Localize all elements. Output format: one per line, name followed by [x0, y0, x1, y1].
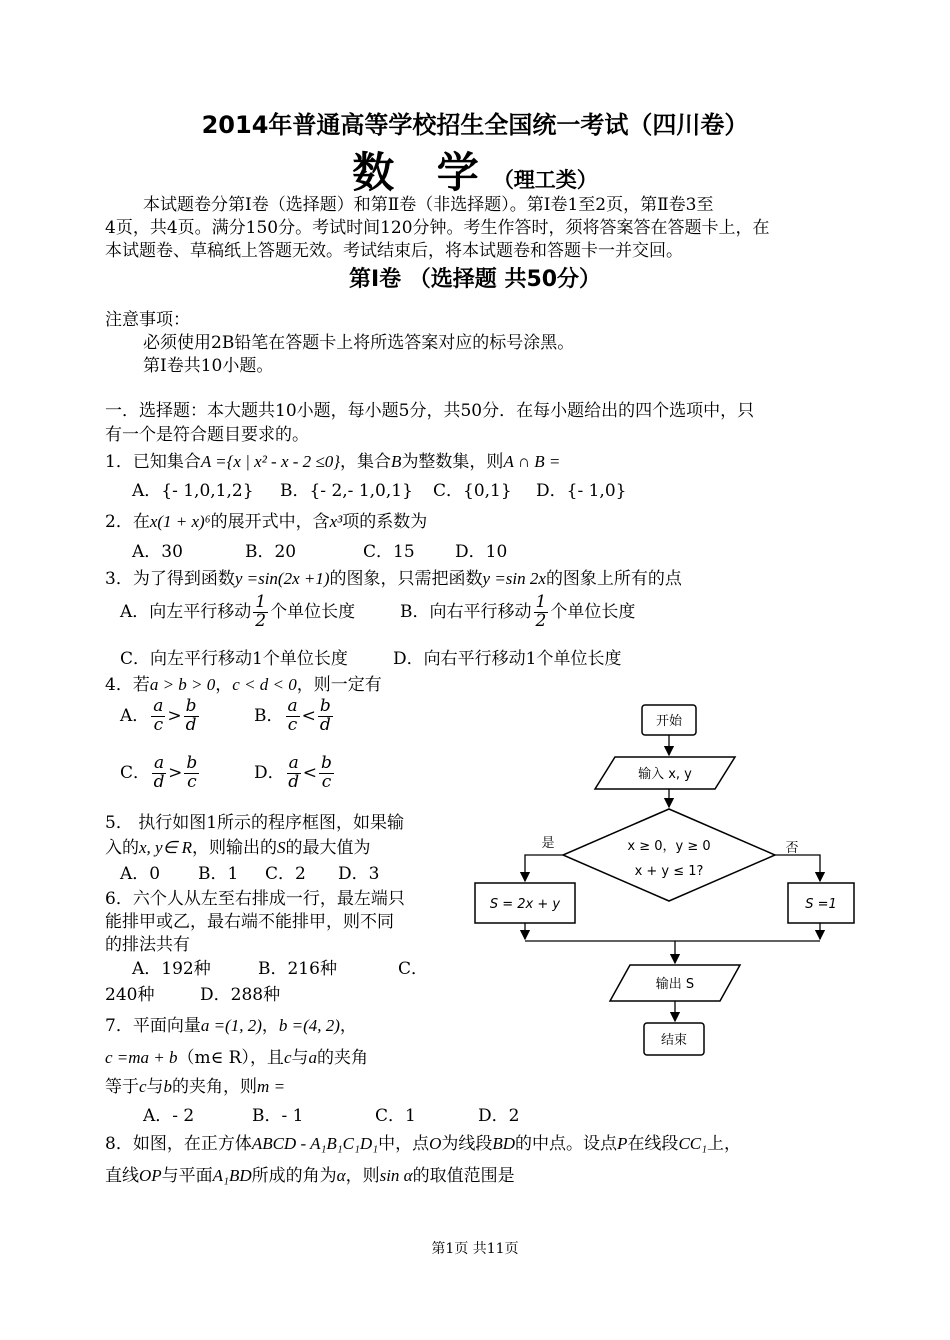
- q7-text-d: （m∈ R）: [177, 1048, 250, 1068]
- q1-option-d: D．{- 1,0}: [536, 481, 627, 501]
- q4-option-c-label: C．: [120, 762, 151, 783]
- q6-line-1: 6．六个人从左至右排成一行，最左端只: [105, 889, 405, 909]
- q2-math-b: x³: [329, 512, 343, 531]
- fraction-b-over-d: [318, 698, 333, 735]
- q4-text-b: ，: [215, 675, 233, 695]
- flowchart-decision-box: [563, 809, 775, 901]
- q8-math-d: P: [617, 1134, 628, 1153]
- q8-math-g: A₁BD: [212, 1166, 252, 1185]
- q5-option-d: D．3: [338, 864, 380, 884]
- intro-line-3: 本试题卷、草稿纸上答题无效。考试结束后，将本试题卷和答题卡一并交回。: [105, 241, 683, 261]
- q7-text-e: ，且: [249, 1048, 284, 1068]
- page-footer: 第1页 共11页: [431, 1241, 519, 1257]
- q2-text-b: 的展开式中，含: [210, 512, 330, 532]
- q6-option-c-value: 240种: [105, 985, 155, 1005]
- q8-text-k: 的取值范围是: [412, 1166, 515, 1186]
- q6-option-d: D．288种: [200, 985, 281, 1005]
- notes-item-1: 必须使用2B铅笔在答题卡上将所选答案对应的标号涂黑。: [143, 333, 575, 353]
- q7-option-b: B．- 1: [252, 1106, 304, 1126]
- q3-option-a: [120, 594, 355, 631]
- q4-sign: >: [168, 762, 183, 783]
- fraction-denominator: c: [321, 771, 332, 792]
- q8-line-1: [105, 1129, 741, 1154]
- flowchart-condition-2: x + y ≤ 1?: [634, 864, 704, 879]
- q8-text-i: 所成的角为: [251, 1166, 337, 1186]
- q5-line-2: [105, 833, 371, 858]
- fraction-a-over-d: [287, 755, 301, 792]
- intro-line-1: 本试题卷分第Ⅰ卷（选择题）和第Ⅱ卷（非选择题）。第Ⅰ卷1至2页，第Ⅱ卷3至: [143, 195, 714, 215]
- q8-math-c: BD: [492, 1134, 516, 1153]
- fraction-numerator: b: [185, 696, 197, 716]
- q2-option-d: D．10: [455, 542, 508, 562]
- q7-line-3: [105, 1072, 285, 1097]
- fraction-denominator: c: [187, 771, 197, 792]
- q4-math-b: c < d < 0: [232, 675, 297, 694]
- fraction-denominator: d: [153, 771, 165, 792]
- q8-math-h: α: [336, 1166, 346, 1185]
- q2-option-c: C．15: [363, 542, 415, 562]
- q7-math-g: b: [163, 1077, 173, 1096]
- fraction-numerator: a: [153, 696, 164, 716]
- q4-text-a: 4．若: [105, 675, 150, 695]
- q3-option-b-unit: 个单位长度: [550, 601, 636, 622]
- fraction-denominator: d: [288, 771, 300, 792]
- notes-item-2: 第Ⅰ卷共10小题。: [143, 356, 274, 376]
- q4-option-a: [120, 698, 201, 735]
- fraction-numerator: a: [154, 753, 165, 773]
- q7-text-b: ，: [261, 1016, 279, 1036]
- q5-text-b: ，则输出的: [192, 838, 278, 858]
- q8-text-f: 上，: [707, 1134, 742, 1154]
- q7-math-h: m =: [257, 1077, 286, 1096]
- q5-math-b: S: [277, 838, 286, 857]
- q7-text-f: 与: [291, 1048, 309, 1068]
- q4-option-d-label: D．: [254, 762, 285, 783]
- q1-math-a: A ={x | x² - x - 2 ≤0}: [200, 452, 341, 471]
- q5-math-a: x, y∈ R: [139, 838, 193, 857]
- fraction-denominator: c: [287, 714, 298, 735]
- q1-option-c: C．{0,1}: [433, 481, 512, 501]
- q5-line-1: 5． 执行如图1所示的程序框图，如果输: [105, 813, 405, 833]
- q5-text-c: 的最大值为: [285, 838, 371, 858]
- q6-option-a: A．192种: [132, 959, 211, 979]
- q7-text-a: 7．平面向量: [105, 1016, 201, 1036]
- fraction-a-over-c: [151, 698, 165, 735]
- q1-math-c: A ∩ B =: [503, 452, 561, 471]
- q4-option-b: [254, 698, 335, 735]
- q7-text-g: 的夹角: [316, 1048, 368, 1068]
- q1-text-c: 为整数集，则: [401, 452, 504, 472]
- q8-text-d: 的中点。设点: [515, 1134, 618, 1154]
- q4-sign: <: [302, 762, 318, 783]
- fraction-denominator: c: [153, 714, 164, 735]
- q4-text-c: ，则一定有: [296, 675, 382, 695]
- q7-text-i: 与: [146, 1077, 164, 1097]
- q2-option-a: A．30: [132, 542, 183, 562]
- q4-option-c: [120, 755, 201, 792]
- q8-text-h: 与平面: [161, 1166, 213, 1186]
- q7-math-a: a =(1, 2): [200, 1016, 262, 1035]
- fraction-b-over-c: [319, 755, 334, 792]
- q7-math-e: a: [308, 1048, 317, 1067]
- q1-text-b: ，集合: [340, 452, 392, 472]
- flowchart: [460, 695, 870, 1070]
- fraction-numerator: b: [319, 696, 331, 716]
- q7-line-1: [105, 1011, 357, 1036]
- q1-text-a: 1．已知集合: [105, 452, 201, 472]
- flowchart-condition-1: x ≥ 0，y ≥ 0: [627, 839, 711, 854]
- q8-math-b: O: [429, 1134, 442, 1153]
- q2-stem: [105, 507, 427, 532]
- section-title: 第Ⅰ卷 （选择题 共50分）: [348, 267, 602, 292]
- q8-math-a: ABCD - A₁B₁C₁D₁: [251, 1134, 379, 1153]
- fraction-denominator: 2: [535, 610, 547, 631]
- q1-math-b: B: [391, 452, 402, 471]
- q3-option-b: [400, 594, 635, 631]
- q3-math-b: y =sin 2x: [482, 569, 546, 588]
- q8-text-e: 在线段: [627, 1134, 679, 1154]
- q3-option-b-fraction: [534, 594, 549, 631]
- q3-stem: [105, 564, 682, 589]
- flowchart-end: 结束: [660, 1033, 688, 1048]
- q3-option-c: C．向左平行移动1个单位长度: [120, 649, 348, 669]
- q3-text-c: 的图象上所有的点: [545, 569, 682, 589]
- q8-math-f: OP: [139, 1166, 162, 1185]
- part-one-line-1: 一．选择题：本大题共10小题，每小题5分，共50分．在每小题给出的四个选项中，只: [105, 401, 755, 421]
- fraction-denominator: d: [185, 714, 197, 735]
- q4-stem: [105, 670, 382, 695]
- fraction-numerator: 1: [535, 592, 547, 612]
- q7-math-c: c =ma + b: [105, 1048, 178, 1067]
- fraction-numerator: b: [321, 753, 332, 773]
- q8-text-j: ，则: [345, 1166, 380, 1186]
- fraction-numerator: a: [288, 753, 299, 773]
- q5-option-c: C．2: [265, 864, 306, 884]
- q7-math-d: c: [283, 1048, 292, 1067]
- fraction-b-over-c: [184, 755, 199, 792]
- q7-option-d: D．2: [478, 1106, 520, 1126]
- q6-line-2: 能排甲或乙，最右端不能排甲，则不同: [105, 912, 394, 932]
- q3-option-b-text: B．向右平行移动: [400, 601, 532, 622]
- q8-text-a: 8．如图，在正方体: [105, 1134, 252, 1154]
- q6-line-3: 的排法共有: [105, 935, 190, 955]
- q7-math-f: c: [139, 1077, 147, 1096]
- q3-option-a-unit: 个单位长度: [270, 601, 356, 622]
- q3-option-a-text: A．向左平行移动: [120, 601, 252, 622]
- q8-text-c: 为线段: [441, 1134, 493, 1154]
- q1-stem: [105, 447, 560, 472]
- q8-math-i: sin α: [379, 1166, 413, 1185]
- q3-math-a: y =sin(2x +1): [234, 569, 330, 588]
- q4-sign: >: [167, 705, 182, 726]
- q4-option-d: [254, 755, 336, 792]
- fraction-a-over-c: [286, 698, 300, 735]
- q7-option-a: A．- 2: [143, 1106, 195, 1126]
- q3-option-a-fraction: [253, 594, 268, 631]
- flowchart-output: 输出 S: [655, 977, 695, 992]
- flowchart-start: 开始: [655, 714, 683, 729]
- q3-option-d: D．向右平行移动1个单位长度: [393, 649, 622, 669]
- exam-title: 2014年普通高等学校招生全国统一考试（四川卷）: [201, 111, 749, 139]
- q7-line-2: [105, 1043, 368, 1068]
- flowchart-yes-label: 是: [541, 836, 555, 851]
- q2-text-c: 项的系数为: [342, 512, 428, 532]
- q2-text-a: 2．在: [105, 512, 150, 532]
- flowchart-assign-no: S =1: [805, 897, 837, 912]
- q6-option-c: C．: [398, 959, 429, 979]
- notes-heading: 注意事项：: [105, 310, 190, 330]
- flowchart-arrow: [775, 855, 820, 881]
- q5-option-a: A．0: [120, 864, 161, 884]
- flowchart-no-label: 否: [785, 841, 799, 856]
- q4-option-b-label: B．: [254, 705, 284, 726]
- subject-type: （理工类）: [492, 168, 598, 192]
- fraction-numerator: b: [186, 753, 198, 773]
- q1-option-a: A．{- 1,0,1,2}: [132, 481, 254, 501]
- flowchart-input: 输入 x, y: [638, 767, 692, 782]
- q5-option-b: B．1: [198, 864, 239, 884]
- q1-option-b: B．{- 2,- 1,0,1}: [280, 481, 413, 501]
- q7-text-j: 的夹角，则: [172, 1077, 258, 1097]
- q5-text-a: 入的: [105, 838, 139, 858]
- fraction-denominator: 2: [255, 610, 267, 631]
- q4-sign: <: [301, 705, 316, 726]
- q7-text-h: 等于: [105, 1077, 139, 1097]
- intro-line-2: 4页，共4页。满分150分。考试时间120分钟。考生作答时，须将答案答在答题卡上，在: [105, 218, 770, 238]
- q4-option-a-label: A．: [120, 705, 150, 726]
- fraction-a-over-d: [152, 755, 166, 792]
- q8-text-g: 直线: [105, 1166, 139, 1186]
- fraction-numerator: a: [287, 696, 298, 716]
- q8-text-b: 中，点: [378, 1134, 430, 1154]
- part-one-line-2: 有一个是符合题目要求的。: [105, 425, 309, 445]
- fraction-numerator: 1: [255, 592, 267, 612]
- q8-math-e: CC₁: [678, 1134, 708, 1153]
- q2-math-a: x(1 + x)⁶: [149, 512, 211, 531]
- q7-math-b: b =(4, 2): [278, 1016, 340, 1035]
- fraction-denominator: d: [319, 714, 331, 735]
- q4-math-a: a > b > 0: [149, 675, 216, 694]
- q3-text-b: 的图象，只需把函数: [329, 569, 483, 589]
- q3-text-a: 3．为了得到函数: [105, 569, 235, 589]
- q6-option-b: B．216种: [258, 959, 337, 979]
- q2-option-b: B．20: [245, 542, 297, 562]
- q7-text-c: ，: [339, 1016, 357, 1036]
- flowchart-arrow: [525, 855, 563, 881]
- flowchart-assign-yes: S = 2x + y: [489, 897, 561, 912]
- fraction-b-over-d: [184, 698, 199, 735]
- q7-option-c: C．1: [375, 1106, 416, 1126]
- q8-line-2: [105, 1161, 515, 1186]
- subject-name: 数 学: [352, 148, 493, 197]
